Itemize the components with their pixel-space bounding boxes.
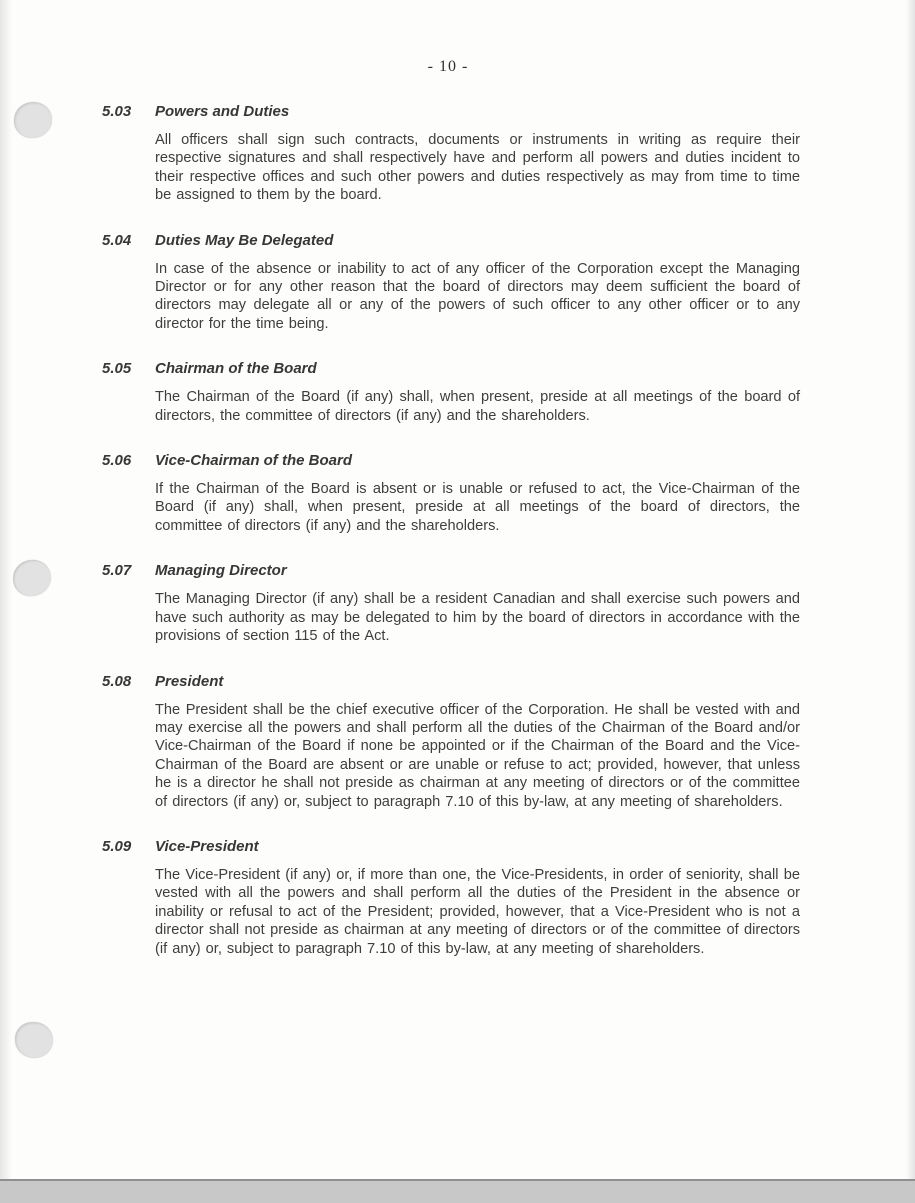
section-heading — [102, 562, 800, 579]
section-title: Powers and Duties — [155, 103, 290, 120]
section-5-05 — [102, 360, 800, 425]
section-number: 5.05 — [102, 360, 132, 378]
section-title: Chairman of the Board — [155, 360, 317, 378]
scanner-bed-edge — [0, 1179, 915, 1203]
section-5-07 — [102, 562, 800, 645]
section-heading — [102, 360, 800, 377]
section-body-text: In case of the absence or inability to act of any officer of the Corporation except the Managing Director or for any other reason that the board of directors may deem sufficient the board of directors may delegate all or any of the powers of such officer to any other officer or to any director for the time being. — [155, 260, 800, 332]
section-number: 5.06 — [102, 452, 132, 470]
section-heading — [102, 103, 800, 120]
section-heading — [102, 232, 800, 249]
section-5-06 — [102, 452, 800, 535]
section-5-08 — [102, 673, 800, 811]
section-body-text: If the Chairman of the Board is absent or is unable or refused to act, the Vice-Chairman of the Board (if any) shall, when present, preside at all meetings of the board of directors, the committee of directors (if any) and the shareholders. — [155, 481, 800, 534]
section-number: 5.07 — [102, 562, 132, 580]
section-body-text: The Chairman of the Board (if any) shall, when present, preside at all meetings of the board of directors, the committee of directors (if any) and the shareholders. — [155, 389, 800, 424]
section-5-04 — [102, 232, 800, 334]
section-number: 5.04 — [102, 231, 132, 249]
section-heading — [102, 673, 800, 690]
page-number: - 10 - — [427, 58, 469, 75]
section-heading — [102, 452, 800, 469]
section-body-text: The Vice-President (if any) or, if more than one, the Vice-Presidents, in order of seniority, shall be vested with all the powers and shall perform all the duties of the President in the absence or inability or refusal to act of the President; provided, however, that a Vice-President who is not a director shall not preside as chairman at any meeting of directors or of the committee of directors (if any) or, subject to paragraph 7.10 of this by-law, at any meeting of shareholders. — [155, 866, 800, 957]
section-title: Vice-Chairman of the Board — [155, 452, 352, 470]
section-number: 5.09 — [102, 837, 132, 855]
section-number: 5.08 — [102, 672, 132, 690]
section-title: President — [155, 672, 224, 690]
section-heading — [102, 838, 800, 855]
section-body-text: The President shall be the chief executive officer of the Corporation. He shall be vested with and may exercise all the powers and shall perform all the duties of the Chairman of the Board and/or Vice-Chairman of the Board if none be appointed or if the Chairman of the Board and the Vice-Chairman of the Board are absent or are unable or refuse to act; provided, however, that unless he is a director he shall not preside as chairman at any meeting of directors or of the committee of directors (if any) or, subject to paragraph 7.10 of this by-law, at any meeting of shareholders. — [155, 701, 800, 810]
section-title: Managing Director — [155, 562, 287, 580]
section-body-text: All officers shall sign such contracts, documents or instruments in writing as require their respective signatures and shall respectively have and perform all powers and duties incident to their respective offices and such other powers and duties respectively as may from time to time be assigned to them by the board. — [155, 132, 800, 204]
punch-hole-bottom — [15, 1022, 53, 1058]
section-5-03 — [102, 103, 800, 205]
section-body-text: The Managing Director (if any) shall be a resident Canadian and shall exercise such powers and have such authority as may be delegated to him by the board of directors in accordance with the provisions of section 115 of the Act. — [155, 591, 800, 645]
section-number: 5.03 — [102, 103, 132, 120]
section-5-09 — [102, 838, 800, 958]
section-title: Vice-President — [155, 837, 259, 855]
section-title: Duties May Be Delegated — [155, 231, 334, 249]
